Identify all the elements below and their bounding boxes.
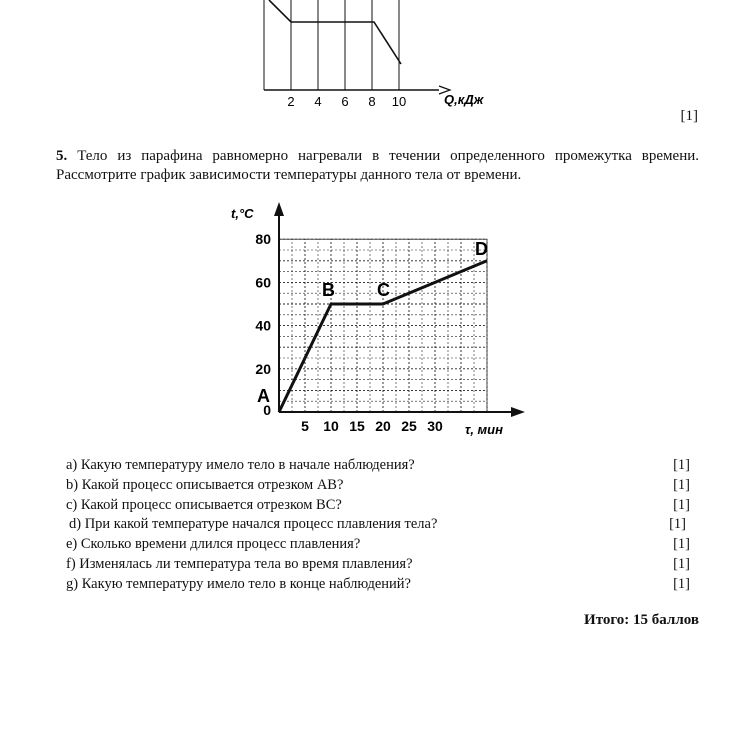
chart-y-axis-label: t,°C [231,206,254,221]
question-b-text: b) Какой процесс описывается отрезком AB? [66,476,344,493]
top-graph-x-axis-label: Q,кДж [444,92,484,107]
chart-y-tick-label: 20 [255,360,271,377]
chart-x-tick-label: 10 [323,418,339,434]
chart-y-tick-label: 80 [255,231,271,248]
top-graph-x-tick-label: 10 [391,94,407,109]
top-graph-x-tick-label: 8 [368,94,376,109]
question-a [66,456,690,476]
question-d [66,515,690,535]
previous-task-graph [240,0,540,112]
chart-y-tick-label: 0 [263,402,271,418]
chart-y-axis-arrow [274,202,284,216]
question-c-mark: [1] [673,496,690,513]
question-c [66,496,690,516]
question-g [66,575,690,595]
chart-point-label: C [377,280,390,300]
task-5-statement [56,147,699,185]
question-e-mark: [1] [673,536,690,553]
question-f-text: f) Изменялась ли температура тела во время плавления? [66,555,413,572]
chart-y-tick-label: 40 [255,317,271,334]
chart-y-tick-label: 60 [255,274,271,291]
top-graph-x-tick-label: 2 [287,94,295,109]
question-f-mark: [1] [673,555,690,572]
previous-task-mark: [1] [680,108,698,124]
task-5-number: 5. [56,148,68,164]
question-g-text: g) Какую температуру имело тело в конце наблюдений? [66,575,411,592]
chart-point-label: A [257,386,270,406]
question-b [66,476,690,496]
chart-x-tick-label: 25 [401,418,417,434]
chart-x-tick-label: 20 [375,418,391,434]
question-b-mark: [1] [673,476,690,493]
chart-x-tick-label: 5 [301,418,309,434]
temperature-time-chart [215,200,535,450]
top-graph-x-tick-label: 4 [314,94,322,109]
total-score: Итого: 15 баллов [584,612,699,628]
question-g-mark: [1] [673,575,690,592]
question-list [66,456,690,595]
question-a-mark: [1] [673,457,690,473]
question-d-text: d) При какой температуре начался процесс плавления тела? [69,516,438,533]
chart-x-axis-arrow [511,407,525,417]
question-e-text: e) Сколько времени длился процесс плавления? [66,536,361,553]
question-f [66,555,690,575]
question-c-text: c) Какой процесс описывается отрезком BC? [66,496,342,513]
chart-point-label: B [322,280,335,300]
question-e [66,535,690,555]
question-a-text: a) Какую температуру имело тело в начале наблюдения? [66,457,415,473]
task-5-text: Тело из парафина равномерно нагревали в течении определенного промежутка времени. Рассмотрите график зависимости температуры данного тела от времени. [56,148,699,183]
chart-x-tick-label: 30 [427,418,443,434]
top-graph-series-line [269,0,401,64]
chart-x-tick-label: 15 [349,418,365,434]
chart-point-label: D [475,238,488,259]
top-graph-x-tick-label: 6 [341,94,349,109]
chart-x-axis-label: τ, мин [465,422,503,437]
question-d-mark: [1] [669,516,686,533]
